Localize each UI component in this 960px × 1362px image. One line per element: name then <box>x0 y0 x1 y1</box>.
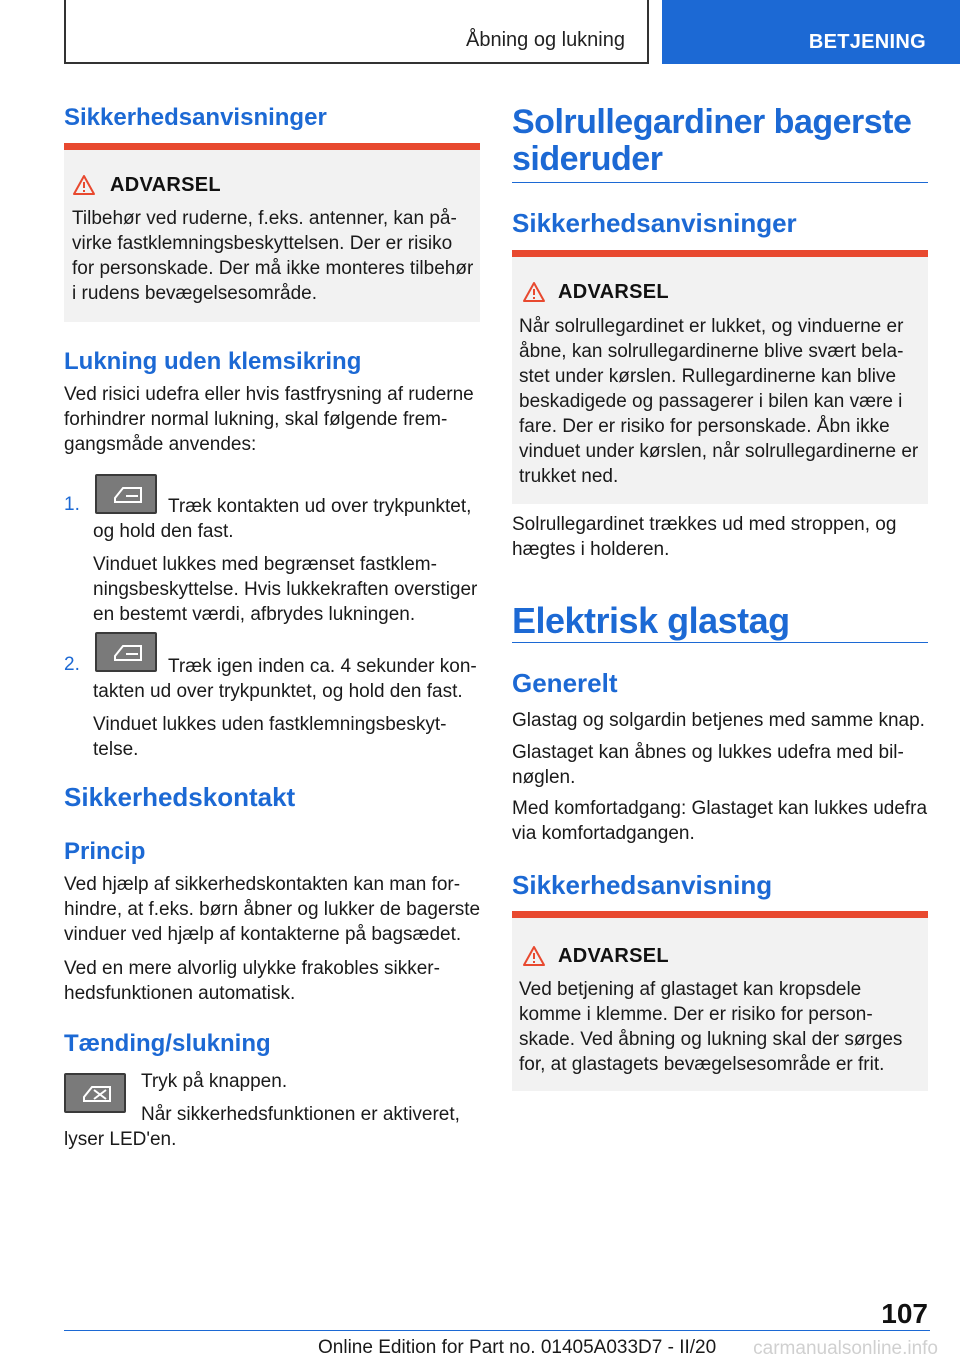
onoff-text: Tryk på knappen. <box>141 1071 288 1092</box>
principle-paragraph: Ved hjælp af sikkerhedskontakten kan man for- hindre, at f.eks. børn åbner og lukker de bagerste vinduer ved hjælp af kontakterne på bagsædet. <box>64 874 481 945</box>
warning-title: ADVARSEL <box>110 174 221 196</box>
closing-heading: Lukning uden klemsikring <box>64 348 362 375</box>
warning-triangle-icon <box>522 945 546 967</box>
window-switch-icon <box>95 632 157 672</box>
onoff-led-text-cont: lyser LED'en. <box>64 1129 177 1150</box>
step-1-text-cont: og hold den fast. <box>93 521 234 542</box>
onoff-led-text: Når sikkerhedsfunktionen er aktiveret, <box>141 1104 460 1125</box>
warning-title: ADVARSEL <box>558 281 669 303</box>
safety-switch-heading: Sikkerhedskontakt <box>64 782 296 812</box>
left-safety-heading: Sikkerhedsanvisninger <box>64 104 327 131</box>
page-number: 107 <box>881 1298 928 1329</box>
step-2-number: 2. <box>64 654 80 675</box>
step-2-result: Vinduet lukkes uden fastklemningsbeskyt- telse. <box>93 714 447 760</box>
general-p3: Med komfortadgang: Glastaget kan lukkes udefra via komfortadgangen. <box>512 798 928 844</box>
header-section-box <box>64 0 649 64</box>
right-safety-heading: Sikkerhedsanvisninger <box>512 208 797 238</box>
warning-text: Tilbehør ved ruderne, f.eks. antenner, kan på- virke fastklemningsbeskyttelsen. Der er risiko for personskade. Der må ikke monteres tilbehør i rudens bevægelsesområde. <box>72 208 474 304</box>
blinds-paragraph: Solrullegardinet trækkes ud med stroppen, og hægtes i holderen. <box>512 514 897 560</box>
closing-paragraph: Ved risici udefra eller hvis fastfrysning af ruderne forhindrer normal lukning, skal følgende frem- gangsmåde anvendes: <box>64 384 474 455</box>
warning-box-sunroof <box>512 911 928 1091</box>
severe-accident-paragraph: Ved en mere alvorlig ulykke frakobles sikker- hedsfunktionen automatisk. <box>64 958 440 1004</box>
divider <box>512 182 928 183</box>
window-switch-icon <box>95 474 157 514</box>
sunroof-safety-heading: Sikkerhedsanvisning <box>512 870 773 900</box>
header-chapter-title: BETJENING <box>808 31 926 53</box>
step-1-text: Træk kontakten ud over trykpunktet, <box>168 496 472 517</box>
general-p1: Glastag og solgardin betjenes med samme knap. <box>512 710 925 731</box>
header-section-title: Åbning og lukning <box>465 29 625 51</box>
warning-text: Ved betjening af glastaget kan kropsdele komme i klemme. Der er risiko for person- skade. Ved åbning og lukning skal der sørges for, at glastagets bevægelsesområde er frit. <box>519 979 903 1075</box>
step-2-text: Træk igen inden ca. 4 sekunder kon- <box>168 656 477 677</box>
principle-heading: Princip <box>64 838 146 865</box>
footer-divider <box>64 1330 930 1331</box>
general-heading: Generelt <box>512 668 618 698</box>
edition-text: Online Edition for Part no. 01405A033D7 - II/20 <box>318 1337 717 1358</box>
warning-title: ADVARSEL <box>558 945 669 967</box>
warning-triangle-icon <box>522 281 546 303</box>
watermark: carmanualsonline.info <box>753 1338 938 1359</box>
warning-text: Når solrullegardinet er lukket, og vinduerne er åbne, kan solrullegardinerne blive svært bela- stet under kørslen. Rullegardinerne kan blive beskadigede og passagerer i bilen kan være i fare. Der er risiko for personskade. Åbn ikke vinduet under kørslen, når solrullegardinerne er trukket ned. <box>519 316 919 487</box>
warning-box-blinds <box>512 250 928 504</box>
step-2-text-cont: takten ud over trykpunktet, og hold den fast. <box>93 681 463 702</box>
warning-triangle-icon <box>72 174 96 196</box>
step-1-number: 1. <box>64 494 80 515</box>
general-p2: Glastaget kan åbnes og lukkes udefra med bil- nøglen. <box>512 742 904 788</box>
step-1-result: Vinduet lukkes med begrænset fastklem- ningsbeskyttelse. Hvis lukkekraften overstiger en bestemt værdi, afbrydes lukningen. <box>93 554 478 625</box>
header-chapter-box <box>662 0 960 64</box>
safety-switch-icon <box>64 1073 126 1113</box>
warning-box-accessories <box>64 143 480 322</box>
blinds-heading: Solrullegardiner bagerste sideruder <box>512 103 912 178</box>
onoff-heading: Tænding/slukning <box>64 1030 271 1057</box>
sunroof-heading: Elektrisk glastag <box>512 600 790 641</box>
divider <box>512 642 928 643</box>
